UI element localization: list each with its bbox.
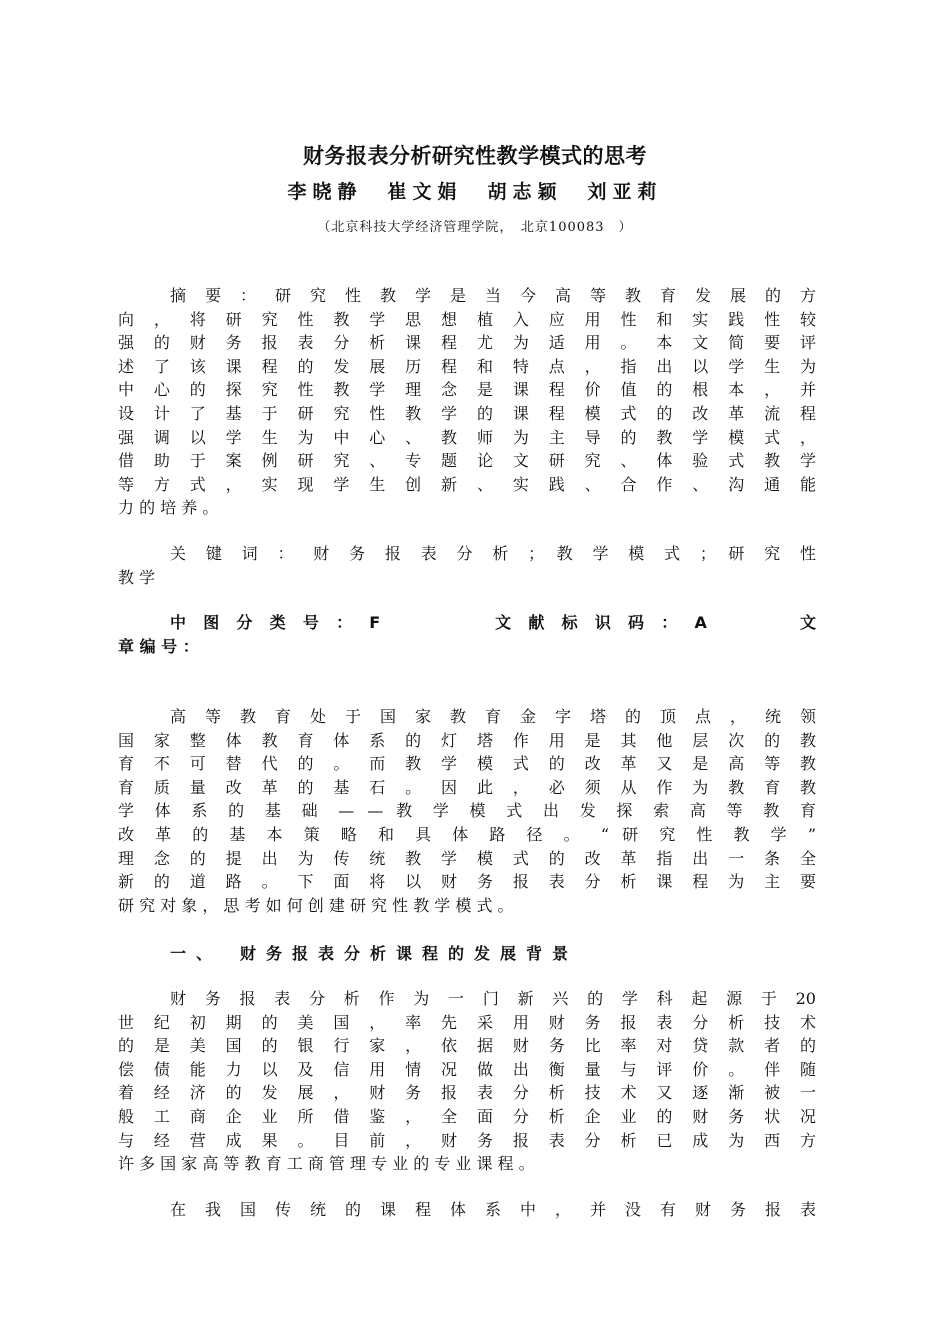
classification-info xyxy=(118,611,816,658)
classification-line: 章 编 号 ： xyxy=(118,636,199,656)
classification-line: 中 图 分 类 号 ： F 文 献 标 识 码 ： A 文 xyxy=(170,613,816,632)
section-heading: 一、 财务报表分析课程的发展背景 xyxy=(170,944,579,963)
body-line: 偿 债 能 力 以 及 信 用 情 况 做 出 衡 量 与 评 价 。 伴 随 xyxy=(118,1059,816,1079)
intro-line: 国 家 整 体 教 育 体 系 的 灯 塔 作 用 是 其 他 层 次 的 教 xyxy=(118,730,816,750)
intro-line: 育 质 量 改 革 的 基 石 。 因 此 ， 必 须 从 作 为 教 育 教 xyxy=(118,777,816,797)
body-line: 许 多 国 家 高 等 教 育 工 商 管 理 专 业 的 专 业 课 程 。 xyxy=(118,1154,535,1174)
intro-paragraph xyxy=(118,705,816,917)
intro-line: 育 不 可 替 代 的 。 而 教 学 模 式 的 改 革 又 是 高 等 教 xyxy=(118,754,816,774)
abstract-line: 借 助 于 案 例 研 究 、 专 题 论 文 研 究 、 体 验 式 教 学 xyxy=(118,451,816,471)
abstract-line: 力 的 培 养 。 xyxy=(118,498,219,518)
abstract-line: 述 了 该 课 程 的 发 展 历 程 和 特 点 ， 指 出 以 学 生 为 xyxy=(118,356,816,376)
keywords xyxy=(118,542,816,589)
intro-line: 理 念 的 提 出 为 传 统 教 学 模 式 的 改 革 指 出 一 条 全 xyxy=(118,848,816,868)
abstract-line: 中 心 的 探 究 性 教 学 理 念 是 课 程 价 值 的 根 本 ， 并 xyxy=(118,380,816,400)
section1-paragraph-2 xyxy=(118,1198,816,1222)
abstract-line: 强 调 以 学 生 为 中 心 、 教 师 为 主 导 的 教 学 模 式 ， xyxy=(118,427,816,447)
intro-line: 研 究 对 象 ， 思 考 如 何 创 建 研 究 性 教 学 模 式 。 xyxy=(118,895,514,915)
body-line: 的 是 美 国 的 银 行 家 ， 依 据 财 务 比 率 对 贷 款 者 的 xyxy=(118,1036,816,1056)
intro-line: 高 等 教 育 处 于 国 家 教 育 金 字 塔 的 顶 点 ， 统 领 xyxy=(170,707,816,726)
intro-line: 新 的 道 路 。 下 面 将 以 财 务 报 表 分 析 课 程 为 主 要 xyxy=(118,872,816,892)
abstract-line: 向 ， 将 研 究 性 教 学 思 想 植 入 应 用 性 和 实 践 性 较 xyxy=(118,309,816,329)
body-line: 与 经 营 成 果 。 目 前 ， 财 务 报 表 分 析 已 成 为 西 方 xyxy=(118,1130,816,1150)
paper-title: 财务报表分析研究性教学模式的思考 xyxy=(303,144,647,168)
keywords-line: 教 学 xyxy=(118,567,156,587)
body-line: 世 纪 初 期 的 美 国 ， 率 先 采 用 财 务 报 表 分 析 技 术 xyxy=(118,1012,816,1032)
abstract-line: 设 计 了 基 于 研 究 性 教 学 的 课 程 模 式 的 改 革 流 程 xyxy=(118,403,816,423)
abstract-line: 等 方 式 ， 实 现 学 生 创 新 、 实 践 、 合 作 、 沟 通 能 xyxy=(118,474,816,494)
affiliation: （北京科技大学经济管理学院， 北京100083 ） xyxy=(317,220,633,235)
abstract-line: 强 的 财 务 报 表 分 析 课 程 尤 为 适 用 。 本 文 简 要 评 xyxy=(118,333,816,353)
section1-paragraph-1 xyxy=(118,987,816,1176)
body-line: 着 经 济 的 发 展 ， 财 务 报 表 分 析 技 术 又 逐 渐 被 一 xyxy=(118,1083,816,1103)
keywords-line: 关 键 词 ： 财 务 报 表 分 析 ； 教 学 模 式 ； 研 究 性 xyxy=(170,544,816,563)
intro-line: 改 革 的 基 本 策 略 和 具 体 路 径 。 “ 研 究 性 教 学 ” xyxy=(118,824,816,844)
abstract-line: 摘 要 ： 研 究 性 教 学 是 当 今 高 等 教 育 发 展 的 方 xyxy=(170,286,816,305)
body-line: 财 务 报 表 分 析 作 为 一 门 新 兴 的 学 科 起 源 于 20 xyxy=(170,989,816,1008)
body-line: 般 工 商 企 业 所 借 鉴 ， 全 面 分 析 企 业 的 财 务 状 况 xyxy=(118,1106,816,1126)
intro-line: 学 体 系 的 基 础 — — 教 学 模 式 出 发 探 索 高 等 教 育 xyxy=(118,801,816,821)
abstract xyxy=(118,284,816,520)
body-line: 在 我 国 传 统 的 课 程 体 系 中 ， 并 没 有 财 务 报 表 xyxy=(170,1200,816,1219)
author-list: 李晓静 崔文娟 胡志颖 刘亚莉 xyxy=(287,181,663,203)
